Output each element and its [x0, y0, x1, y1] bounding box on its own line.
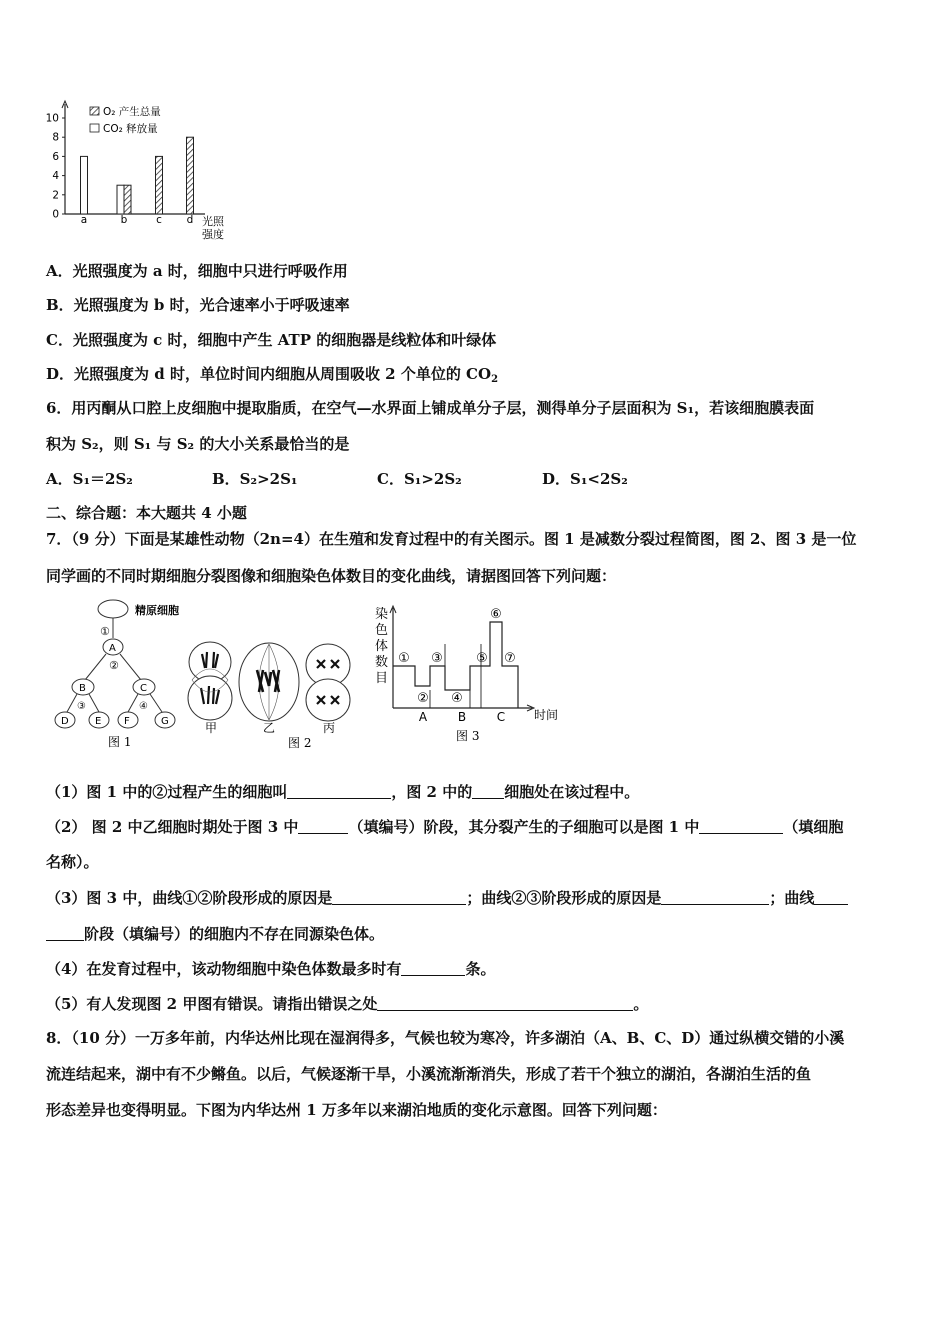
fig1-label-f: F: [124, 716, 130, 727]
bar-chart: [40, 98, 240, 248]
bar-o2-b: [124, 185, 131, 214]
fig3-x-label: 时间: [534, 708, 558, 722]
fig3-ylabel-char-3: 数: [375, 655, 389, 670]
fig2-label-yi: 乙: [263, 721, 276, 735]
q7-part2-blank-1[interactable]: [298, 818, 348, 834]
legend-swatch-co2: [90, 124, 99, 132]
q7-part3-blank-3b[interactable]: [46, 925, 84, 941]
fig1-label-d: D: [61, 716, 69, 727]
q7-part1-text-b: ，图 2 中的: [391, 783, 473, 801]
x-tick-label-b: b: [120, 214, 128, 226]
legend-label-o2: O₂ 产生总量: [103, 106, 161, 118]
fig1-spermatogonium-cell: [98, 600, 128, 618]
fig2-cell-jia-bottom: [188, 676, 232, 720]
x-axis-label-line1: 光照: [202, 215, 224, 228]
fig1-step2: ②: [109, 659, 119, 672]
x-axis-label-line2: 强度: [202, 228, 224, 241]
q7-part3-text-c: ；曲线: [769, 889, 815, 907]
q6-option-d: D．S₁<2S₂: [542, 470, 628, 488]
legend-swatch-o2: [90, 107, 99, 115]
q7-part4: [46, 959, 495, 979]
bar-o2-c: [156, 156, 163, 214]
bar-o2-d: [187, 137, 194, 214]
fig2-label-bing: 丙: [323, 721, 336, 735]
fig1-label-b: B: [79, 683, 86, 694]
y-tick-label-0: 0: [52, 208, 59, 221]
fig2-cell-bing-bottom: [306, 679, 350, 721]
q6-stem-line1: 6．用丙酮从口腔上皮细胞中提取脂质，在空气—水界面上铺成单分子层，测得单分子层面积为 S₁，若该细胞膜表面: [46, 399, 815, 417]
fig3-x-tick-A: A: [418, 710, 428, 724]
q7-part2-text-c: （填细胞: [783, 818, 844, 836]
fig1-label-e: E: [95, 716, 102, 727]
q5-option-c: C．光照强度为 c 时，细胞中产生 ATP 的细胞器是线粒体和叶绿体: [46, 331, 497, 349]
section-heading: 二、综合题：本大题共 4 小题: [46, 504, 247, 522]
fig3-ylabel-char-4: 目: [375, 671, 389, 686]
q7-part1-text-c: 细胞处在该过程中。: [504, 783, 640, 801]
figure-2-cell-division-images: [185, 634, 355, 754]
q7-part3: [46, 888, 848, 908]
q7-part5-text-a: （5）有人发现图 2 甲图有错误。请指出错误之处: [46, 995, 378, 1013]
q6-stem-line2: 积为 S₂，则 S₁ 与 S₂ 的大小关系最恰当的是: [46, 435, 350, 453]
q5-option-d-subscript: 2: [491, 374, 499, 385]
fig1-label-c: C: [140, 683, 147, 694]
fig3-ylabel-char-2: 体: [375, 639, 389, 654]
y-tick-label-8: 8: [52, 131, 59, 144]
q7-part4-text-b: 条。: [465, 960, 496, 978]
q7-part1: [46, 782, 639, 802]
q8-stem-line3: 形态差异也变得明显。下图为内华达州 1 万多年以来湖泊地质的变化示意图。回答下列问题：: [46, 1101, 667, 1119]
fig3-stage-mark-2: ②: [417, 691, 429, 706]
q7-part5-text-b: 。: [633, 995, 649, 1013]
fig3-stage-mark-6: ⑥: [490, 607, 502, 622]
q7-stem-line2: 同学画的不同时期细胞分裂图像和细胞染色体数目的变化曲线，请据图回答下列问题：: [46, 567, 617, 585]
figure-3-chromosome-curve: [368, 604, 558, 749]
q6-option-a: A．S₁＝2S₂: [46, 470, 133, 488]
fig3-stage-mark-3: ③: [431, 651, 443, 666]
y-tick-label-6: 6: [52, 150, 59, 163]
q7-part4-blank[interactable]: [401, 960, 465, 976]
q7-part3-blank-3a[interactable]: [814, 889, 848, 905]
fig3-stage-mark-4: ④: [451, 691, 463, 706]
q7-part3-cont: [46, 924, 384, 944]
fig3-stage-mark-1: ①: [398, 651, 410, 666]
q7-part2-text-a: （2） 图 2 中乙细胞时期处于图 3 中: [46, 818, 299, 836]
bar-co2-a: [81, 156, 88, 214]
q7-part4-text-a: （4）在发育过程中，该动物细胞中染色体数最多时有: [46, 960, 402, 978]
q8-stem-line2: 流连结起来，湖中有不少鳉鱼。以后，气候逐渐干旱，小溪流渐渐消失，形成了若干个独立的湖泊，各湖泊生活的鱼: [46, 1065, 812, 1083]
fig1-label-a: A: [109, 643, 116, 654]
y-tick-label-2: 2: [52, 189, 59, 202]
fig1-step3: ③: [77, 701, 86, 712]
q7-part3-text-d: 阶段（填编号）的细胞内不存在同源染色体。: [84, 925, 385, 943]
fig1-label-g: G: [161, 716, 169, 727]
fig1-step1: ①: [100, 625, 110, 638]
fig2-caption: 图 2: [288, 736, 312, 750]
q6-option-c: C．S₁>2S₂: [377, 470, 462, 488]
fig3-ylabel-char-0: 染: [375, 607, 389, 622]
fig1-step4: ④: [139, 701, 148, 712]
q7-part3-text-a: （3）图 3 中，曲线①②阶段形成的原因是: [46, 889, 333, 907]
bar-co2-b: [117, 185, 124, 214]
fig3-stage-mark-7: ⑦: [504, 651, 516, 666]
q7-part1-text-a: （1）图 1 中的②过程产生的细胞叫: [46, 783, 288, 801]
q7-part2: [46, 817, 843, 837]
q7-part2-cont: 名称）。: [46, 853, 99, 871]
legend-label-co2: CO₂ 释放量: [103, 123, 158, 135]
q7-part3-blank-1[interactable]: [332, 889, 466, 905]
q7-stem-line1: [46, 529, 856, 549]
fig3-ylabel-char-1: 色: [375, 623, 389, 638]
x-tick-label-a: a: [80, 214, 88, 226]
q7-part3-text-b: ；曲线②③阶段形成的原因是: [466, 889, 662, 907]
fig3-x-tick-C: C: [496, 710, 506, 724]
x-tick-label-d: d: [186, 214, 194, 226]
q7-part2-text-b: （填编号）阶段，其分裂产生的子细胞可以是图 1 中: [348, 818, 700, 836]
figure-1-meiosis-diagram: [48, 598, 188, 753]
q8-stem-line1: 8．（10 分）一万多年前，内华达州比现在湿润得多，气候也较为寒冷，许多湖泊（A、B、C、D）通过纵横交错的小溪: [46, 1029, 845, 1047]
fig3-stage-mark-5: ⑤: [476, 651, 488, 666]
q7-part1-blank-1[interactable]: [287, 783, 391, 799]
q7-stem-line1-text: 7．（9 分）下面是某雄性动物（2n=4）在生殖和发育过程中的有关图示。图 1 是减数分裂过程简图，图 2、图 3 是一位: [46, 530, 857, 548]
q7-part2-blank-2[interactable]: [699, 818, 783, 834]
fig3-caption: 图 3: [456, 729, 480, 743]
y-tick-label-10: 10: [45, 112, 59, 125]
q6-option-b: B．S₂>2S₁: [212, 470, 298, 488]
q7-part3-blank-2[interactable]: [661, 889, 769, 905]
q5-option-a: A．光照强度为 a 时，细胞中只进行呼吸作用: [46, 262, 348, 280]
q5-option-d: [46, 364, 498, 390]
y-tick-label-4: 4: [52, 170, 59, 183]
q7-part5: [46, 994, 648, 1014]
fig3-x-tick-B: B: [457, 710, 467, 724]
q5-option-b: B．光照强度为 b 时，光合速率小于呼吸速率: [46, 296, 350, 314]
fig1-caption: 图 1: [108, 735, 132, 749]
x-tick-label-c: c: [156, 214, 162, 226]
fig1-top-label: 精原细胞: [135, 604, 179, 617]
fig2-label-jia: 甲: [205, 721, 218, 735]
q5-option-d-text: D．光照强度为 d 时，单位时间内细胞从周围吸收 2 个单位的 CO: [46, 365, 492, 383]
q7-part1-blank-2[interactable]: [472, 783, 504, 799]
q7-part5-blank[interactable]: [377, 995, 633, 1011]
